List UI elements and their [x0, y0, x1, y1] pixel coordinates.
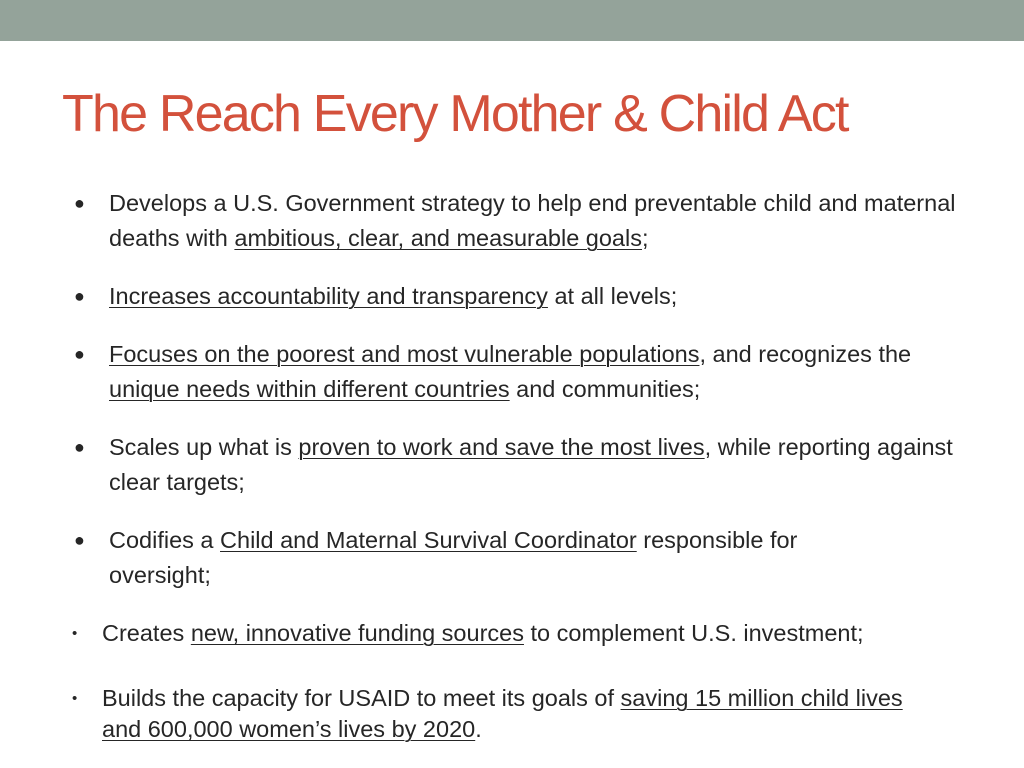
bullet-text: Scales up what is [109, 434, 299, 460]
bullet-text: and communities; [509, 376, 701, 402]
bullet-underlined-text: Focuses on the poorest and most vulnerable populations [109, 341, 700, 367]
bullet-item-poorest-populations [74, 337, 959, 407]
bullet-item-funding [72, 616, 982, 651]
bullet-underlined-text: new, innovative funding sources [190, 620, 524, 646]
bullet-text: . [475, 716, 482, 742]
bullet-item-usaid-capacity [72, 683, 932, 745]
bullet-text: to complement U.S. investment; [523, 620, 864, 646]
bullet-text: Codifies a [109, 527, 221, 553]
bullet-dot-icon: ● [74, 437, 85, 457]
bullet-dot-icon: ● [74, 344, 85, 364]
bullet-underlined-text: unique needs within different countries [109, 376, 510, 402]
bullet-underlined-text: proven to work and save the most lives [298, 434, 705, 460]
bullet-item-strategy [74, 186, 959, 256]
bullet-text: Develops a U.S. Government strategy to help end preventable child and maternal deaths with [109, 190, 956, 251]
bullet-text: Creates [102, 620, 191, 646]
bullet-underlined-text: saving 15 million child lives and 600,000 women’s lives by 2020 [102, 685, 903, 742]
top-accent-bar [0, 0, 1024, 41]
bullet-text: , while reporting against clear targets; [109, 434, 953, 495]
bullet-underlined-text: ambitious, clear, and measurable goals [234, 225, 642, 251]
bullet-text: at all levels; [547, 283, 678, 309]
bullet-item-scales-up [74, 430, 959, 500]
bullet-dot-icon: • [72, 690, 78, 707]
bullet-dot-icon: ● [74, 286, 85, 306]
bullet-text: Builds the capacity for USAID to meet its goals of [102, 685, 621, 711]
bullet-dot-icon: ● [74, 193, 85, 213]
bullet-underlined-text: Child and Maternal Survival Coordinator [220, 527, 637, 553]
bullet-dot-icon: • [72, 625, 78, 642]
bullet-text: , and recognizes the [699, 341, 912, 367]
bullet-item-coordinator [74, 523, 899, 593]
slide-title: The Reach Every Mother & Child Act [62, 85, 848, 143]
bullet-text: responsible for oversight; [109, 527, 798, 588]
bullet-underlined-text: Increases accountability and transparency [109, 283, 548, 309]
bullet-text: ; [641, 225, 649, 251]
bullet-item-accountability [74, 279, 959, 314]
bullet-dot-icon: ● [74, 530, 85, 550]
